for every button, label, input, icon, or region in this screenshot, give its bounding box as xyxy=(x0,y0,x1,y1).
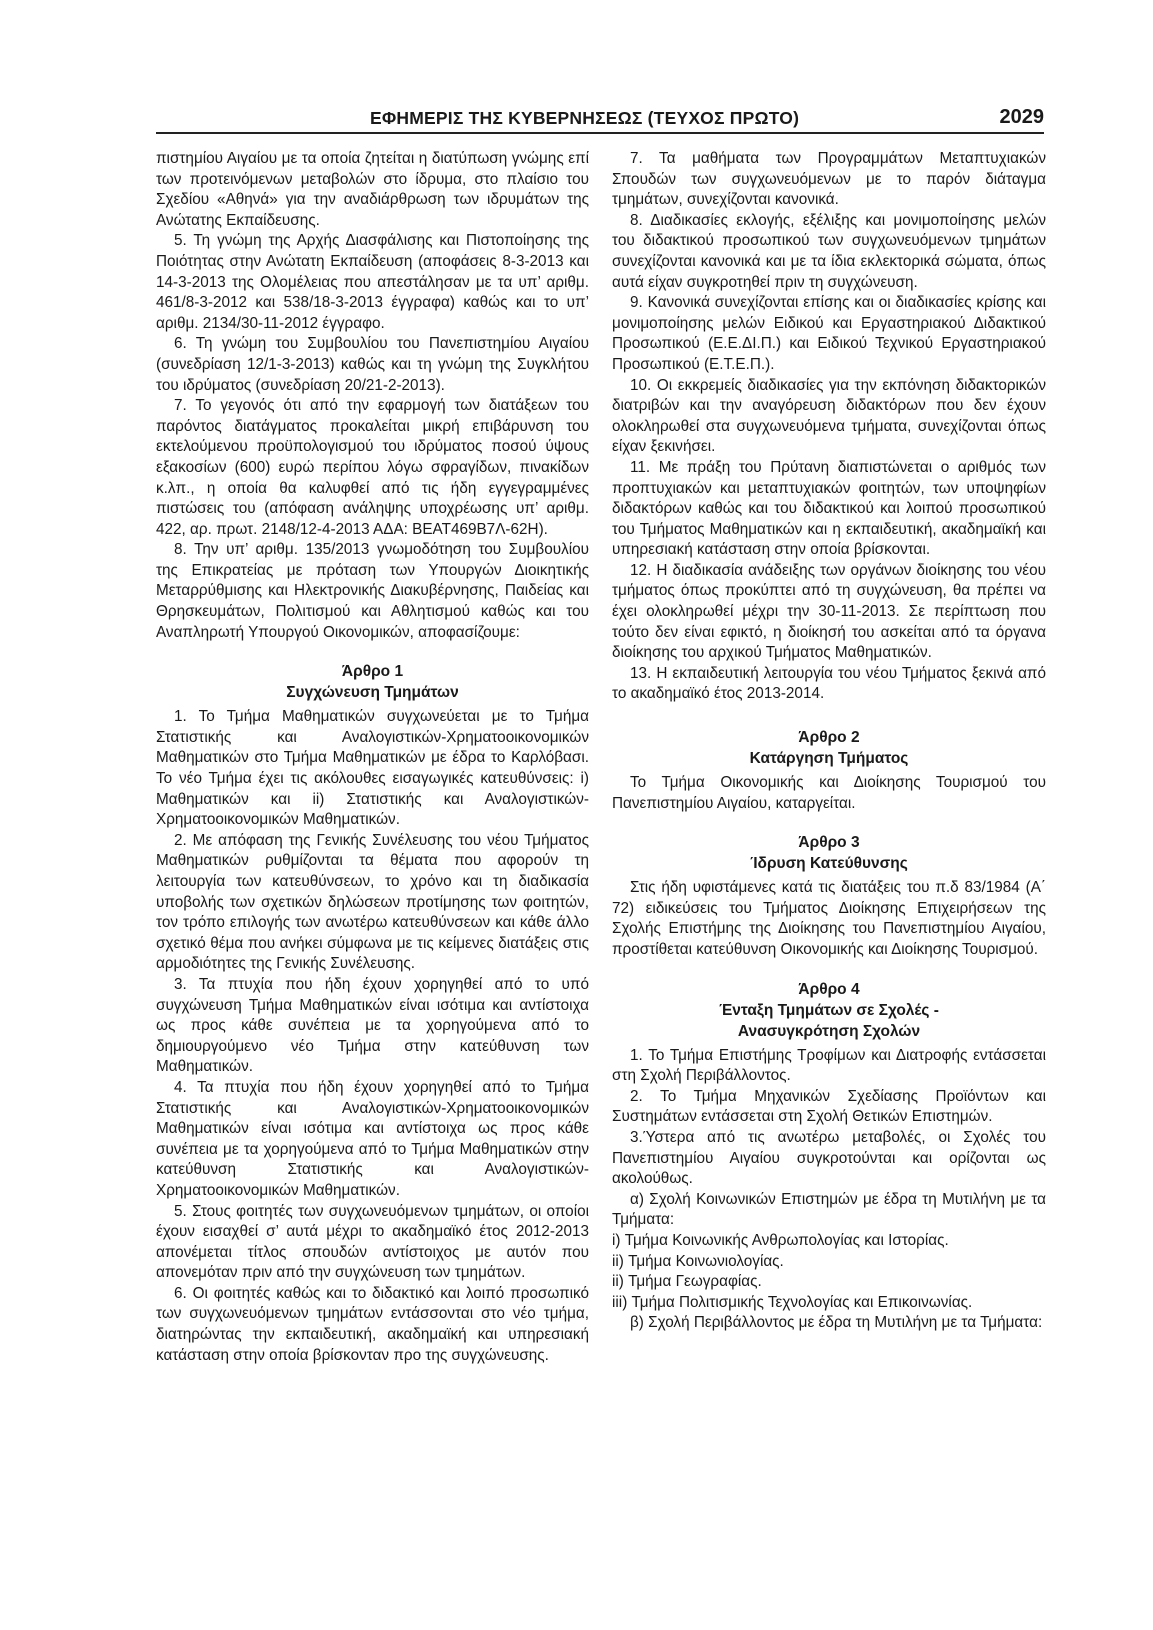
paragraph: 5. Τη γνώμη της Αρχής Διασφάλισης και Πιστοποίησης της Ποιότητας στην Ανώτατη Εκπαίδευση (αποφάσεις 8-3-2013 και 14-3-2013 της Ολομέλειας που απεστάλησαν με τα υπ’ αριθμ. 461/8-3-2012 και 538/18-3-2013 έγγραφα) καθώς και το υπ’ αριθμ. 2134/30-11-2012 έγγραφο. xyxy=(156,232,589,332)
paragraph: 8. Διαδικασίες εκλογής, εξέλιξης και μονιμοποίησης μελών του διδακτικού προσωπικού των συγχωνευόμενων τμημάτων συνεχίζονται κανονικά και με τα ίδια εκλεκτορικά σώματα, όπως αυτά είχαν συγκροτηθεί πριν τη συγχώνευση. xyxy=(612,211,1046,291)
paragraph: 1. Το Τμήμα Μαθηματικών συγχωνεύεται με το Τμήμα Στατιστικής και Αναλογιστικών-Χρηματοοικονομικών Μαθηματικών στο Τμήμα Μαθηματικών με έδρα το Καρλόβασι. Το νέο Τμήμα έχει τις ακόλουθες εισαγωγικές κατευθύνσεις: i) Μαθηματικών και ii) Στατιστικής και Αναλογιστικών-Χρηματοοικονομικών Μαθηματικών. xyxy=(156,708,589,829)
article-number: Άρθρο 2 xyxy=(798,729,860,747)
paragraph: 2. Με απόφαση της Γενικής Συνέλευσης του νέου Τμήματος Μαθηματικών ρυθμίζονται τα θέματα που αφορούν τη λειτουργία των κατευθύνσεων, το χρόνο και τη διαδικασία υποβολής των σχετικών δηλώσεων προτίμησης των φοιτητών, τον τρόπο επιλογής των ανωτέρω κατευθύνσεων και κάθε άλλο σχετικό θέμα που ανήκει σύμφωνα με τις κείμενες διατάξεις στις αρμοδιότητες της Γενικής Συνέλευσης. xyxy=(156,831,589,973)
left-column xyxy=(156,149,589,1366)
paragraph: 6. Οι φοιτητές καθώς και το διδακτικό και λοιπό προσωπικό των συγχωνευόμενων τμημάτων εντάσσονται στο νέο τμήμα, διατηρώντας την εκπαιδευτική, ακαδημαϊκή και υπηρεσιακή κατάσταση στην οποία βρίσκονταν προ της συγχώνευσης. xyxy=(156,1284,589,1364)
gazette-title: ΕΦΗΜΕΡΙΣ ΤΗΣ ΚΥΒΕΡΝΗΣΕΩΣ (ΤΕΥΧΟΣ ΠΡΩΤΟ) xyxy=(370,108,800,128)
article-2-heading xyxy=(612,727,1046,769)
paragraph: 10. Οι εκκρεμείς διαδικασίες για την εκπόνηση διδακτορικών διατριβών και την αναγόρευση διδακτόρων που δεν έχουν ολοκληρωθεί στα συγχωνευόμενα τμήματα, συνεχίζονται όπως είχαν ξεκινήσει. xyxy=(612,376,1046,456)
article-title: Ανασυγκρότηση Σχολών xyxy=(737,1022,921,1040)
paragraph: 13. Η εκπαιδευτική λειτουργία του νέου Τμήματος ξεκινά από το ακαδημαϊκό έτος 2013-2014. xyxy=(612,664,1046,703)
paragraph: 7. Τα μαθήματα των Προγραμμάτων Μεταπτυχιακών Σπουδών των συγχωνευόμενων με το παρόν διάταγμα τμημάτων, συνεχίζονται κανονικά. xyxy=(612,150,1046,209)
paragraph: 3. Τα πτυχία που ήδη έχουν χορηγηθεί από το υπό συγχώνευση Τμήμα Μαθηματικών είναι ισότιμα και αντίστοιχα ως προς κάθε συνέπεια με τα χορηγούμενα από το δημιουργούμενο νέο Τμήμα στην κατεύθυνση των Μαθηματικών. xyxy=(156,975,589,1076)
paragraph: 11. Με πράξη του Πρύτανη διαπιστώνεται ο αριθμός των προπτυχιακών και μεταπτυχιακών φοιτητών, των υποψηφίων διδακτόρων καθώς και του διδακτικού και λοιπού προσωπικού του Τμήματος Μαθηματικών και η εκπαιδευτική, ακαδημαϊκή και υπηρεσιακή κατάσταση στην οποία βρίσκονται. xyxy=(612,458,1046,559)
article-number: Άρθρο 4 xyxy=(798,980,860,998)
article-title: Ίδρυση Κατεύθυνσης xyxy=(750,855,908,873)
article-title: Ένταξη Τμημάτων σε Σχολές - xyxy=(719,1001,939,1019)
paragraph: α) Σχολή Κοινωνικών Επιστημών με έδρα τη Μυτιλήνη με τα Τμήματα: xyxy=(612,1190,1046,1229)
right-column xyxy=(612,149,1046,1334)
list-item: ii) Τμήμα Κοινωνιολογίας. xyxy=(612,1252,784,1270)
list-item: iii) Τμήμα Πολιτισμικής Τεχνολογίας και Επικοινωνίας. xyxy=(612,1293,973,1311)
paragraph: β) Σχολή Περιβάλλοντος με έδρα τη Μυτιλήνη με τα Τμήματα: xyxy=(630,1314,1043,1332)
paragraph: πιστημίου Αιγαίου με τα οποία ζητείται η διατύπωση γνώμης επί των προτεινόμενων μεταβολών στο ίδρυμα, στο πλαίσιο του Σχεδίου «Αθηνά» για την αναδιάρθρωση των ιδρυμάτων της Ανώτατης Εκπαίδευσης. xyxy=(156,150,589,229)
paragraph: 4. Τα πτυχία που ήδη έχουν χορηγηθεί από το Τμήμα Στατιστικής και Αναλογιστικών-Χρηματοοικονομικών Μαθηματικών είναι ισότιμα και αντίστοιχα ως προς κάθε συνέπεια με τα χορηγούμενα από το Τμήμα Μαθηματικών στην κατεύθυνση Στατιστικής και Αναλογιστικών-Χρηματοοικονομικών Μαθηματικών. xyxy=(156,1078,589,1199)
list-item: i) Τμήμα Κοινωνικής Ανθρωπολογίας και Ιστορίας. xyxy=(612,1231,949,1249)
paragraph: 9. Κανονικά συνεχίζονται επίσης και οι διαδικασίες κρίσης και μονιμοποίησης μελών Ειδικού και Εργαστηριακού Διδακτικού Προσωπικού (Ε.Ε.ΔΙ.Π.) και Ειδικού Τεχνικού Εργαστηριακού Προσωπικού (Ε.Τ.Ε.Π.). xyxy=(612,294,1046,373)
paragraph: 3.Ύστερα από τις ανωτέρω μεταβολές, οι Σχολές του Πανεπιστημίου Αιγαίου συγκροτούνται και ορίζονται ως ακολούθως. xyxy=(612,1128,1046,1188)
page-header xyxy=(156,106,1044,134)
paragraph: 1. Το Τμήμα Επιστήμης Τροφίμων και Διατροφής εντάσσεται στη Σχολή Περιβάλλοντος. xyxy=(612,1046,1046,1085)
paragraph: Το Τμήμα Οικονομικής και Διοίκησης Τουρισμού του Πανεπιστημίου Αιγαίου, καταργείται. xyxy=(612,774,1046,812)
article-number: Άρθρο 3 xyxy=(798,834,860,852)
list-item: ii) Τμήμα Γεωγραφίας. xyxy=(612,1273,762,1291)
paragraph: 6. Τη γνώμη του Συμβουλίου του Πανεπιστημίου Αιγαίου (συνεδρίαση 12/1-3-2013) καθώς και τη γνώμη της Συγκλήτου του ιδρύματος (συνεδρίαση 20/21-2-2013). xyxy=(156,335,589,394)
paragraph: 12. Η διαδικασία ανάδειξης των οργάνων διοίκησης του νέου τμήματος όπως προκύπτει από τη συγχώνευση, θα πρέπει να έχει ολοκληρωθεί μέχρι την 30-11-2013. Σε περίπτωση που τούτο δεν είναι εφικτό, η διοίκησή του ασκείται από τα όργανα διοίκησης του αρχικού Τμήματος Μαθηματικών. xyxy=(612,561,1046,662)
article-4-heading xyxy=(612,979,1046,1042)
article-1-heading xyxy=(156,661,589,703)
department-list xyxy=(612,1231,1046,1313)
paragraph: 8. Την υπ’ αριθμ. 135/2013 γνωμοδότηση του Συμβουλίου της Επικρατείας με πρόταση των Υπουργών Διοικητικής Μεταρρύθμισης και Ηλεκτρονικής Διακυβέρνησης, Παιδείας και Θρησκευμάτων, Πολιτισμού και Αθλητισμού καθώς και του Αναπληρωτή Υπουργού Οικονομικών, αποφασίζουμε: xyxy=(156,541,589,641)
paragraph: Στις ήδη υφιστάμενες κατά τις διατάξεις του π.δ 83/1984 (Α΄ 72) ειδικεύσεις του Τμήματος Διοίκησης Επιχειρήσεων της Σχολής Επιστήμης της Διοίκησης του Πανεπιστημίου Αιγαίου, προστίθεται κατεύθυνση Οικονομικής και Διοίκησης Τουρισμού. xyxy=(612,879,1046,958)
article-3-heading xyxy=(612,832,1046,874)
paragraph: 5. Στους φοιτητές των συγχωνευόμενων τμημάτων, οι οποίοι έχουν εισαχθεί σ’ αυτά μέχρι το ακαδημαϊκό έτος 2012-2013 απονέμεται τίτλος σπουδών αντίστοιχος με αυτόν που απονεμόταν πριν από την συγχώνευση των τμημάτων. xyxy=(156,1202,589,1282)
paragraph: 2. Το Τμήμα Μηχανικών Σχεδίασης Προϊόντων και Συστημάτων εντάσσεται στη Σχολή Θετικών Επιστημών. xyxy=(612,1087,1046,1126)
article-title: Κατάργηση Τμήματος xyxy=(749,750,909,768)
article-number: Άρθρο 1 xyxy=(341,663,404,681)
page-number: 2029 xyxy=(999,106,1044,128)
paragraph: 7. Το γεγονός ότι από την εφαρμογή των διατάξεων του παρόντος διατάγματος προκαλείται μικρή επιβάρυνση του εκτελούμενου προϋπολογισμού του ιδρύματος ποσού ύψους εξακοσίων (600) ευρώ περίπου λόγω σφραγίδων, πινακίδων κ.λπ., η οποία θα καλυφθεί από τις ήδη εγγεγραμμένες πιστώσεις του (απόφαση ανάληψης υποχρέωσης υπ’ αριθμ. 422, αρ. πρωτ. 2148/12-4-2013 ΑΔΑ: ΒΕΑΤ469Β7Λ-62Η). xyxy=(156,397,589,538)
article-title: Συγχώνευση Τμημάτων xyxy=(286,684,459,702)
